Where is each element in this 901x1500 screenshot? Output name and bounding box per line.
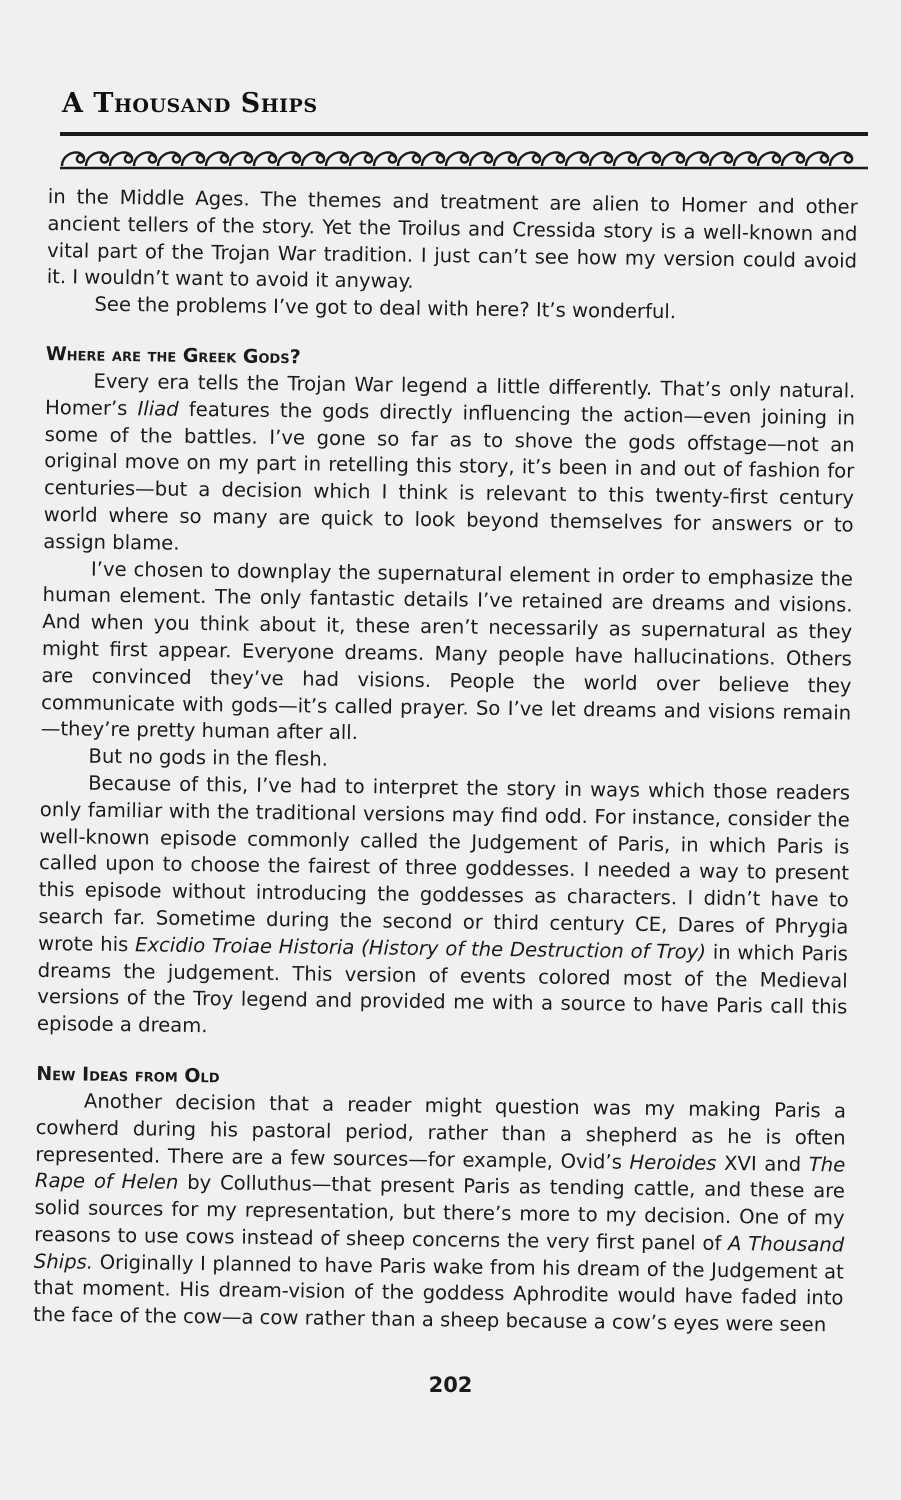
section-heading: New Ideas from Old — [36, 1062, 220, 1088]
body-text — [33, 184, 858, 1340]
italic-title: Excidio Troiae Historia (History of the Destruction of Troy) — [134, 932, 707, 964]
italic-title: A Thousand Ships. — [33, 1231, 845, 1274]
italic-title: Iliad — [137, 396, 179, 421]
header-rule — [60, 132, 868, 136]
paragraph: Every era tells the Trojan War legend a little differently. That’s only natural. Homer’s Iliad features the gods directly influencing the action—even joining in some of the battles. I’ve gone so far as to shove the gods offstage—not an original move on my part in retelling this story, it’s been in and out of fashion for centuries—but a decision which I think is relevant to this twenty-first century world where so many are quick to look beyond themselves for answers or to assign blame. — [43, 369, 856, 555]
wave-ornament — [60, 142, 868, 172]
italic-title: The Rape of Helen — [34, 1152, 846, 1195]
paragraph: Because of this, I’ve had to interpret the story in ways which those readers only familiar with the traditional versions may find odd. For instance, consider the well-known episode commonly called the Judgement of Paris, in which Paris is called upon to choose the fairest of three goddesses. I needed a way to present this episode without introducing the goddesses as characters. I didn’t have to search far. Sometime during the second or third century CE, Dares of Phrygia wrote his Excidio Troiae Historia (History of the Destruction of Troy) in which Paris dreams the judgement. This version of events colored most of the Medieval versions of the Troy legend and provided me with a source to have Paris call this episode a dream. — [36, 771, 851, 1038]
running-head: A Thousand Ships — [62, 88, 318, 119]
paragraph: I’ve chosen to downplay the supernatural element in order to emphasize the human element. The only fantastic details I’ve retained are dreams and visions. And when you think about it, these aren’t necessarily as supernatural as they might first appear. Everyone dreams. Many people have hallucinations. Others are convinced they’ve had visions. People the world over believe they communicate with gods—it’s called prayer. So I’ve let dreams and visions remain—they’re pretty human after all. — [40, 557, 854, 745]
page-number: 202 — [428, 1373, 473, 1397]
paragraph: Another decision that a reader might question was my making Paris a cowherd during his pastoral period, rather than a shepherd as he is often represented. There are a few sources—for example, Ovid’s Heroides XVI and The Rape of Helen by Colluthus—that present Paris as tending cattle, and these are solid sources for my representation, but there’s more to my decision. One of my reasons to use cows instead of sheep concerns the very first panel of A Thousand Ships. Originally I planned to have Paris wake from his dream of the Judgement at that moment. His dream-vision of the goddess Aphrodite would have faded into the face of the cow—a cow rather than a sheep because a cow’s eyes were seen — [33, 1089, 847, 1337]
paragraph: But no gods in the flesh. — [88, 744, 329, 771]
italic-title: Heroides — [629, 1150, 717, 1175]
paragraph: in the Middle Ages. The themes and treatment are alien to Homer and other ancient tellers of the story. Yet the Troilus and Cressida story is a well-known and vital part of the Trojan War tradition. I just can’t see how my version could avoid it. I wouldn’t want to avoid it anyway. — [46, 184, 858, 294]
section-heading: Where are the Greek Gods? — [45, 342, 301, 369]
paragraph: See the problems I’ve got to deal with here? It’s wonderful. — [94, 292, 677, 324]
